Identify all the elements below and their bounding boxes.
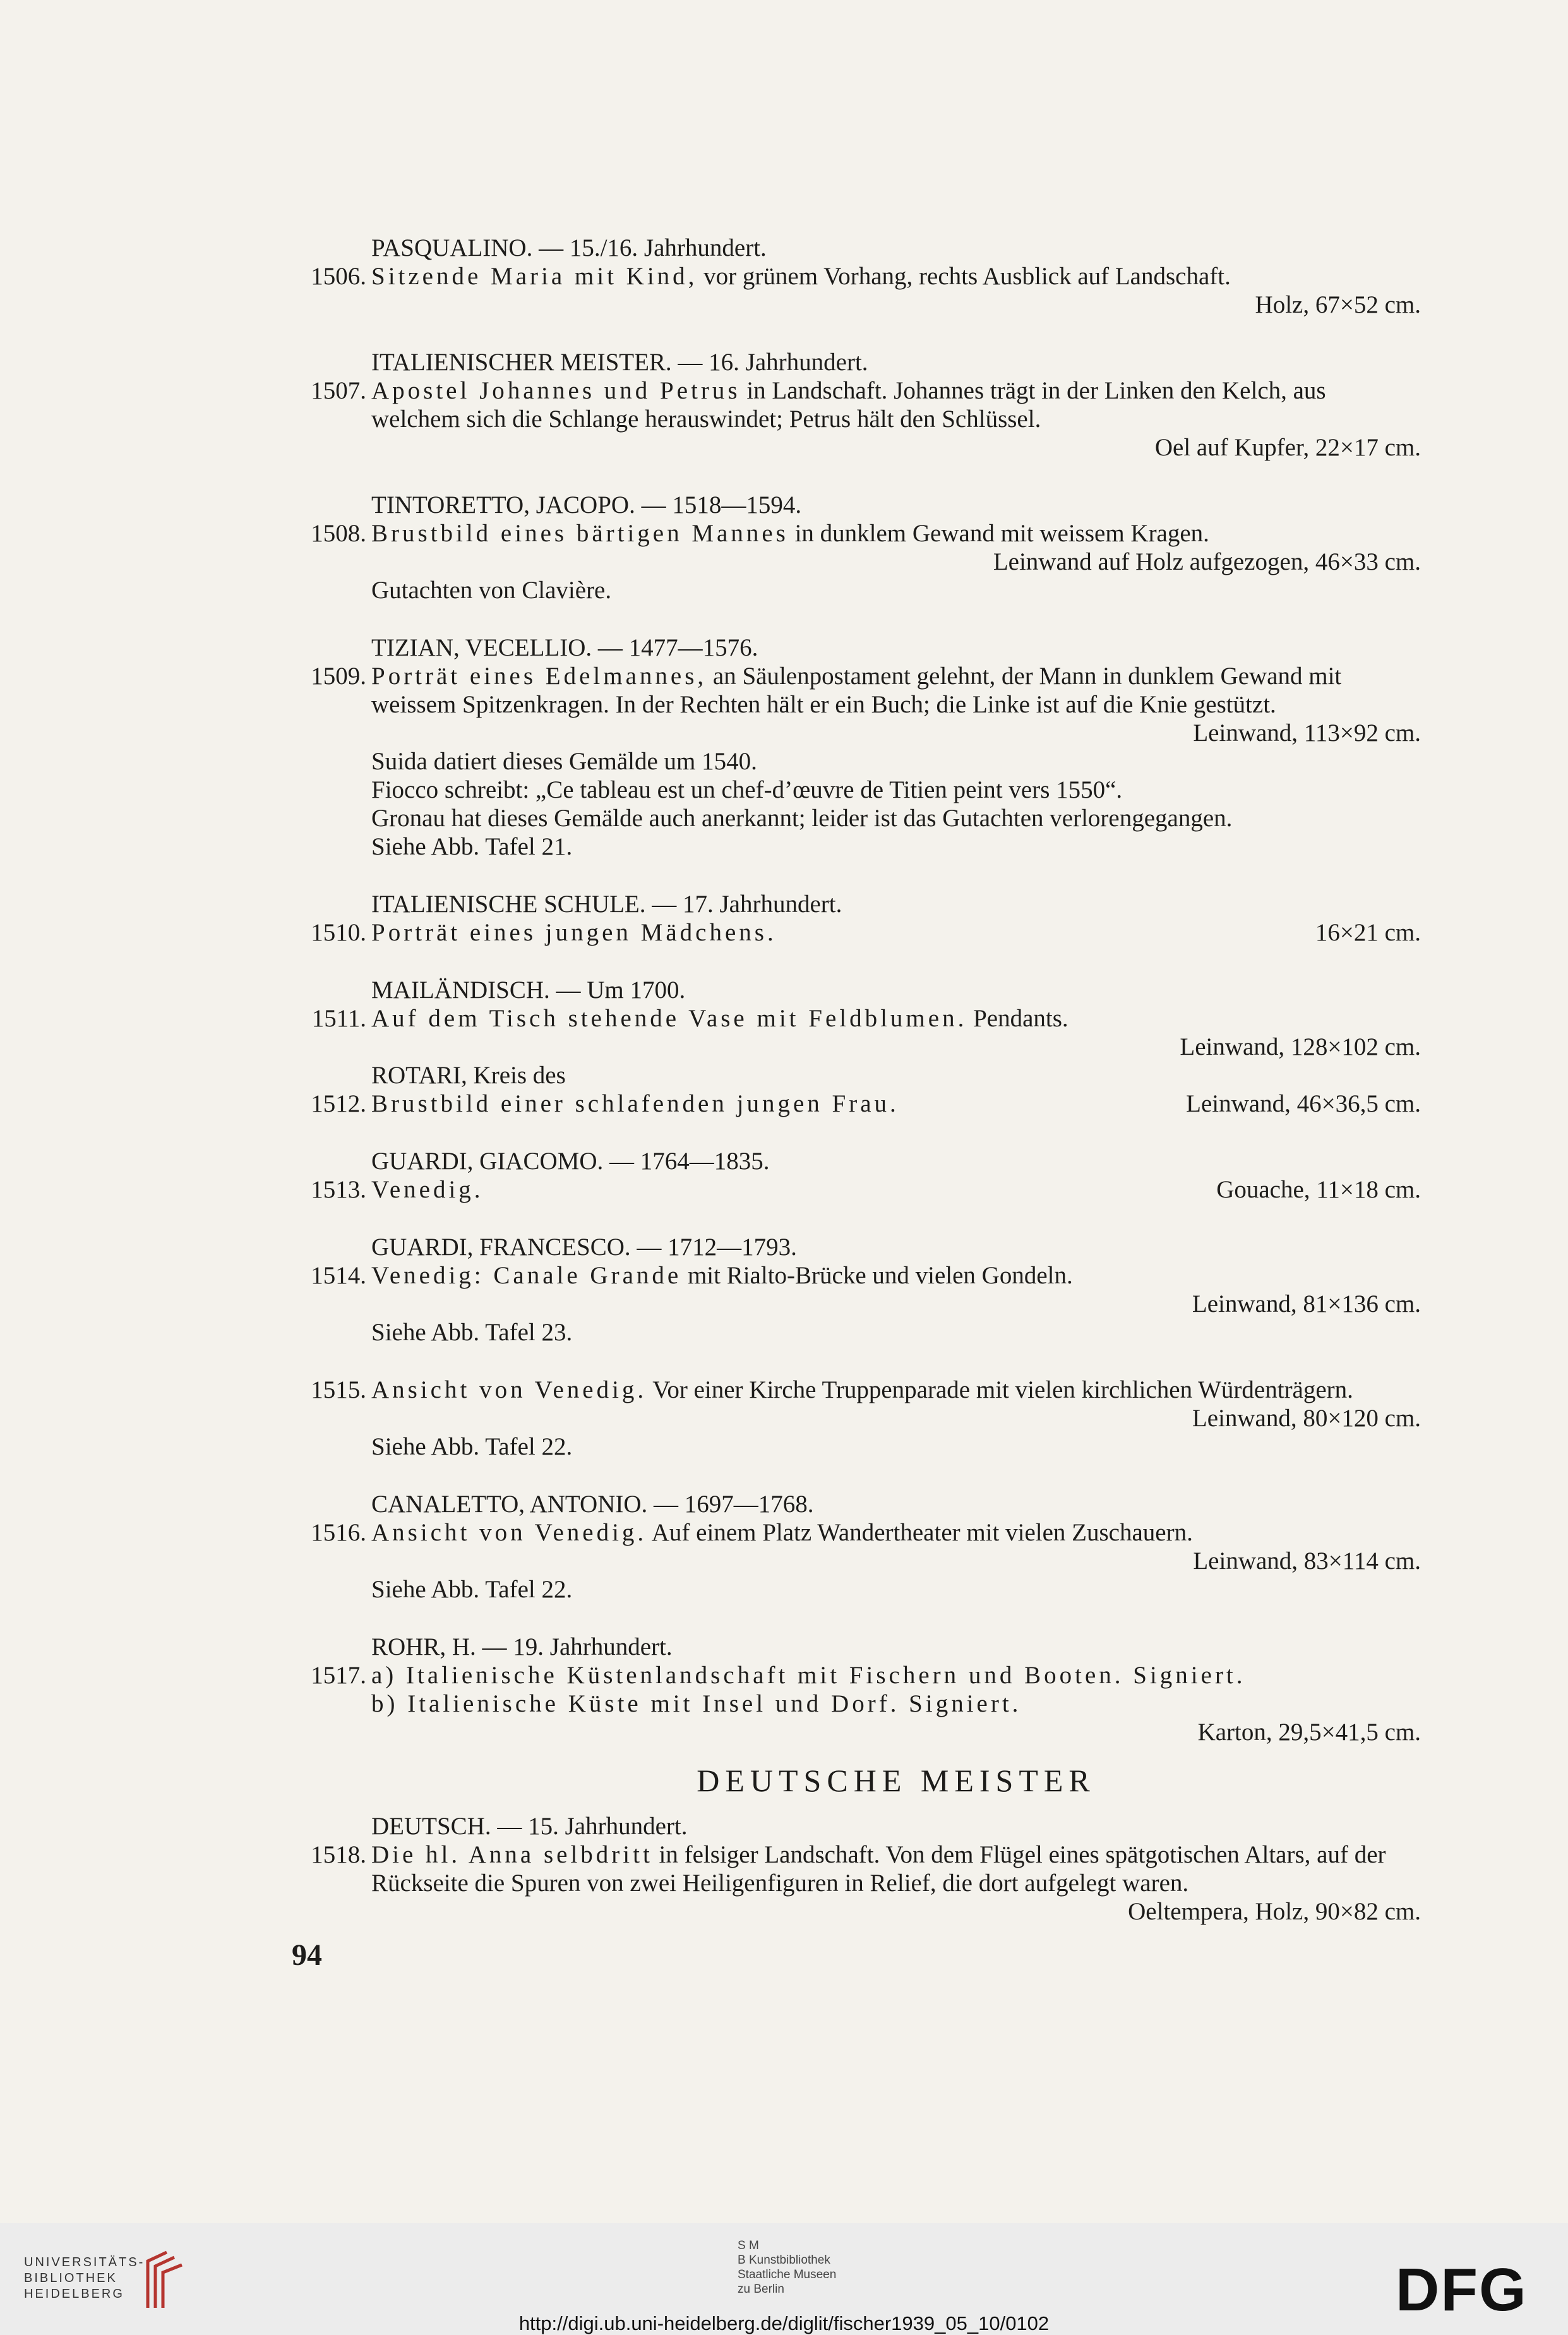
entry-number: 1517. [311, 1662, 366, 1689]
entry-number: 1508. [311, 520, 366, 547]
artist-heading: ITALIENISCHER MEISTER. — 16. Jahrhundert. [371, 349, 868, 376]
page-number: 94 [292, 1938, 322, 1972]
entry-description: Vor einer Kirche Truppenparade mit vielen kirchlichen Würdenträgern. [647, 1376, 1353, 1403]
logo-line: HEIDELBERG [24, 2287, 124, 2301]
entry-medium: 16×21 cm. [1315, 919, 1421, 946]
entry-note: Fiocco schreibt: „Ce tableau est un chef-d’œuvre de Titien peint vers 1550“. [371, 776, 1123, 803]
catalogue-entry [289, 262, 1421, 319]
entry-medium: Karton, 29,5×41,5 cm. [1197, 1719, 1421, 1746]
catalogue-entry [289, 1004, 1421, 1061]
artist-heading: TINTORETTO, JACOPO. — 1518—1594. [371, 491, 802, 519]
entry-medium: Leinwand, 81×136 cm. [1192, 1290, 1421, 1318]
entry-number: 1507. [311, 377, 366, 404]
artist-heading: MAILÄNDISCH. — Um 1700. [371, 976, 686, 1004]
entry-number: 1513. [311, 1176, 366, 1203]
catalogue-entry [289, 1261, 1421, 1318]
entry-medium: Leinwand, 113×92 cm. [1193, 719, 1421, 747]
entry-number: 1514. [311, 1262, 366, 1289]
entry-title: Brustbild eines bärtigen Mannes [371, 520, 789, 547]
entry-note: Siehe Abb. Tafel 23. [371, 1319, 573, 1346]
entry-number: 1511. [311, 1005, 366, 1032]
artist-heading: ROHR, H. — 19. Jahrhundert. [371, 1633, 673, 1660]
entry-description: mit Rialto-Brücke und vielen Gondeln. [681, 1262, 1073, 1289]
entry-title-b: b) Italienische Küste mit Insel und Dorf. Signiert. [371, 1690, 1022, 1717]
university-mark-icon [141, 2247, 187, 2314]
artist-heading: PASQUALINO. — 15./16. Jahrhundert. [371, 234, 767, 261]
credit-line: S M [738, 2239, 759, 2252]
entry-medium: Gouache, 11×18 cm. [1216, 1176, 1421, 1203]
dfg-logo: DFG [1396, 2256, 1528, 2324]
artist-heading: CANALETTO, ANTONIO. — 1697—1768. [371, 1491, 814, 1518]
entry-note: Suida datiert dieses Gemälde um 1540. [371, 748, 757, 775]
credit-line: zu Berlin [738, 2283, 784, 2296]
entry-title: Die hl. Anna selbdritt [371, 1841, 653, 1868]
catalogue-entry [289, 1175, 1421, 1204]
section-heading: DEUTSCHE MEISTER [697, 1763, 1096, 1798]
entry-title: Auf dem Tisch stehende Vase mit Feldblumen. [371, 1005, 967, 1032]
university-library-logo [24, 2255, 145, 2302]
entry-note: Gutachten von Clavière. [371, 577, 612, 604]
entry-description: Auf einem Platz Wandertheater mit vielen Zuschauern. [647, 1519, 1193, 1546]
catalogue-entry [289, 1661, 1421, 1746]
entry-number: 1512. [311, 1090, 366, 1117]
catalogue-entry [289, 1840, 1421, 1926]
credit-line: Staatliche Museen [738, 2268, 837, 2281]
source-url-link[interactable]: http://digi.ub.uni-heidelberg.de/diglit/fischer1939_05_10/0102 [518, 2312, 1050, 2334]
entry-number: 1506. [311, 263, 366, 290]
entry-note: Siehe Abb. Tafel 22. [371, 1433, 573, 1460]
entry-title: Sitzende Maria mit Kind, [371, 263, 698, 290]
entry-number: 1515. [311, 1376, 366, 1403]
digitization-footer [0, 2223, 1568, 2335]
entry-medium: Holz, 67×52 cm. [1255, 291, 1421, 318]
entry-medium: Oeltempera, Holz, 90×82 cm. [1128, 1898, 1421, 1925]
artist-heading: TIZIAN, VECELLIO. — 1477—1576. [371, 634, 758, 661]
catalogue-entry [289, 376, 1421, 462]
entry-title: Ansicht von Venedig. [371, 1376, 647, 1403]
museum-credit [738, 2238, 836, 2296]
entry-description: in Landschaft. Johannes trägt in der Linken den Kelch, aus welchem sich die Schlange herauswindet; Petrus hält den Schlüssel. [371, 377, 1326, 433]
entry-medium: Leinwand, 80×120 cm. [1192, 1405, 1421, 1432]
entry-description: an Säulenpostament gelehnt, der Mann in dunklem Gewand mit weissem Spitzenkragen. In der Rechten hält er ein Buch; die Linke ist auf die Knie gestützt. [371, 663, 1342, 718]
logo-line: UNIVERSITÄTS- [24, 2255, 145, 2269]
catalogue-entry [289, 1376, 1421, 1432]
entry-title: Porträt eines jungen Mädchens. [371, 919, 777, 946]
entry-description: in dunklem Gewand mit weissem Kragen. [788, 520, 1209, 547]
artist-heading: GUARDI, GIACOMO. — 1764—1835. [371, 1148, 770, 1175]
artist-heading: ROTARI, Kreis des [371, 1062, 566, 1089]
entry-number: 1518. [311, 1841, 366, 1868]
entry-title: Venedig. [371, 1176, 484, 1203]
catalogue-text [289, 234, 1421, 1926]
artist-heading: GUARDI, FRANCESCO. — 1712—1793. [371, 1234, 797, 1261]
catalogue-entry [289, 1518, 1421, 1575]
entry-title: Brustbild einer schlafenden jungen Frau. [371, 1090, 899, 1117]
artist-heading: DEUTSCH. — 15. Jahrhundert. [371, 1813, 688, 1840]
entry-number: 1509. [311, 663, 366, 690]
entry-description: in felsiger Landschaft. Von dem Flügel eines spätgotischen Altars, auf der Rückseite die Spuren von zwei Heiligenfiguren in Relief, die dort aufgelegt waren. [371, 1841, 1386, 1897]
entry-title: Ansicht von Venedig. [371, 1519, 647, 1546]
entry-description: Pendants. [967, 1005, 1068, 1032]
entry-medium: Leinwand, 128×102 cm. [1180, 1033, 1421, 1060]
entry-title: Porträt eines Edelmannes, [371, 663, 707, 690]
entry-note: Siehe Abb. Tafel 21. [371, 833, 573, 860]
logo-line: BIBLIOTHEK [24, 2271, 117, 2285]
entry-note: Gronau hat dieses Gemälde auch anerkannt; leider ist das Gutachten verlorengegangen. [371, 805, 1233, 832]
artist-heading: ITALIENISCHE SCHULE. — 17. Jahrhundert. [371, 891, 842, 918]
entry-medium: Oel auf Kupfer, 22×17 cm. [1154, 434, 1421, 461]
entry-description: vor grünem Vorhang, rechts Ausblick auf Landschaft. [697, 263, 1231, 290]
catalogue-entry [289, 662, 1421, 747]
catalogue-entry [289, 519, 1421, 576]
entry-title: Apostel Johannes und Petrus [371, 377, 741, 404]
credit-line: B Kunstbibliothek [738, 2254, 830, 2267]
catalogue-entry [289, 918, 1421, 947]
entry-medium: Leinwand auf Holz aufgezogen, 46×33 cm. [993, 548, 1421, 575]
entry-number: 1510. [311, 919, 366, 946]
entry-title: Venedig: Canale Grande [371, 1262, 682, 1289]
entry-number: 1516. [311, 1519, 366, 1546]
entry-title-a: a) Italienische Küstenlandschaft mit Fischern und Booten. Signiert. [371, 1662, 1246, 1689]
entry-note: Siehe Abb. Tafel 22. [371, 1576, 573, 1603]
entry-medium: Leinwand, 46×36,5 cm. [1186, 1090, 1421, 1117]
entry-medium: Leinwand, 83×114 cm. [1193, 1547, 1421, 1575]
catalogue-entry [289, 1089, 1421, 1118]
